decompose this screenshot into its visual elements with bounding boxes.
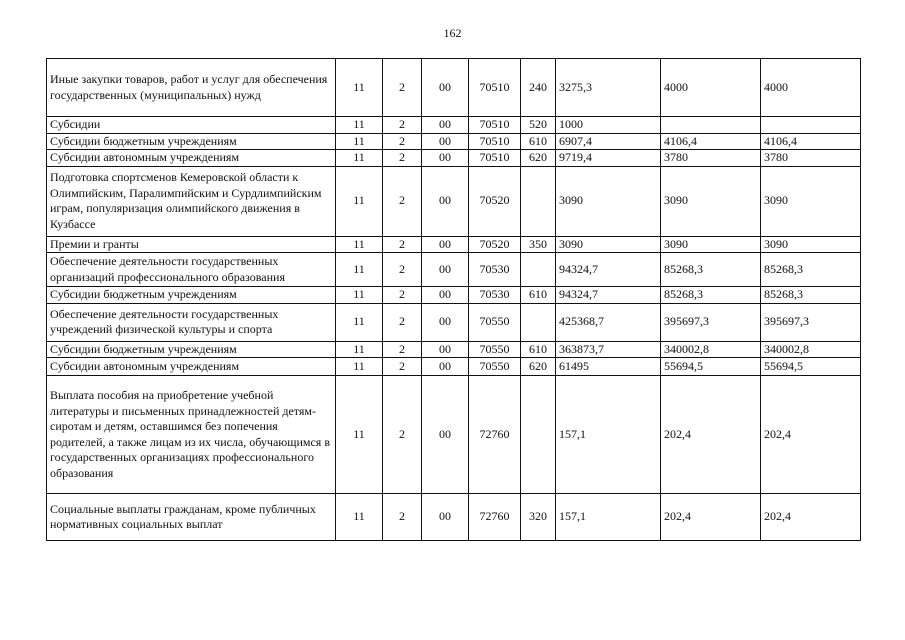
amount-year2-cell: 3090 xyxy=(661,166,761,236)
subsection-code-cell: 2 xyxy=(383,253,422,287)
program-code-cell: 00 xyxy=(422,341,469,358)
item-name-cell: Премии и гранты xyxy=(47,236,336,253)
amount-year1-cell: 3275,3 xyxy=(556,59,661,117)
amount-year2-cell: 340002,8 xyxy=(661,341,761,358)
expense-type-cell xyxy=(521,376,556,494)
table-row xyxy=(47,59,861,117)
amount-year1-cell: 1000 xyxy=(556,117,661,134)
section-code-cell: 11 xyxy=(336,341,383,358)
subsection-code-cell: 2 xyxy=(383,494,422,541)
amount-year2-cell: 85268,3 xyxy=(661,253,761,287)
article-code-cell: 70530 xyxy=(469,287,521,304)
amount-year1-cell: 9719,4 xyxy=(556,150,661,167)
article-code-cell: 72760 xyxy=(469,494,521,541)
table-row xyxy=(47,253,861,287)
article-code-cell: 70510 xyxy=(469,117,521,134)
section-code-cell: 11 xyxy=(336,150,383,167)
article-code-cell: 70530 xyxy=(469,253,521,287)
program-code-cell: 00 xyxy=(422,494,469,541)
table-row xyxy=(47,117,861,134)
section-code-cell: 11 xyxy=(336,376,383,494)
program-code-cell: 00 xyxy=(422,133,469,150)
program-code-cell: 00 xyxy=(422,358,469,376)
program-code-cell: 00 xyxy=(422,150,469,167)
subsection-code-cell: 2 xyxy=(383,166,422,236)
amount-year2-cell: 55694,5 xyxy=(661,358,761,376)
section-code-cell: 11 xyxy=(336,133,383,150)
table-row xyxy=(47,341,861,358)
expense-type-cell: 610 xyxy=(521,341,556,358)
subsection-code-cell: 2 xyxy=(383,133,422,150)
item-name-cell: Субсидии бюджетным учреждениям xyxy=(47,133,336,150)
item-name-cell: Иные закупки товаров, работ и услуг для обеспечения государственных (муниципальных) нужд xyxy=(47,59,336,117)
amount-year2-cell: 3780 xyxy=(661,150,761,167)
amount-year1-cell: 61495 xyxy=(556,358,661,376)
table-row xyxy=(47,287,861,304)
amount-year3-cell: 202,4 xyxy=(761,494,861,541)
program-code-cell: 00 xyxy=(422,166,469,236)
subsection-code-cell: 2 xyxy=(383,303,422,341)
amount-year1-cell: 94324,7 xyxy=(556,253,661,287)
expense-type-cell xyxy=(521,253,556,287)
item-name-cell: Обеспечение деятельности государственных учреждений физической культуры и спорта xyxy=(47,303,336,341)
table-row xyxy=(47,166,861,236)
expense-type-cell: 620 xyxy=(521,358,556,376)
item-name-cell: Субсидии бюджетным учреждениям xyxy=(47,287,336,304)
table-row xyxy=(47,358,861,376)
expense-type-cell xyxy=(521,303,556,341)
amount-year2-cell: 202,4 xyxy=(661,494,761,541)
amount-year3-cell xyxy=(761,117,861,134)
program-code-cell: 00 xyxy=(422,376,469,494)
amount-year3-cell: 85268,3 xyxy=(761,287,861,304)
table-row xyxy=(47,150,861,167)
subsection-code-cell: 2 xyxy=(383,150,422,167)
amount-year2-cell: 4000 xyxy=(661,59,761,117)
amount-year2-cell: 85268,3 xyxy=(661,287,761,304)
expense-type-cell: 610 xyxy=(521,287,556,304)
amount-year1-cell: 94324,7 xyxy=(556,287,661,304)
subsection-code-cell: 2 xyxy=(383,59,422,117)
table-row xyxy=(47,236,861,253)
expense-type-cell: 610 xyxy=(521,133,556,150)
amount-year2-cell: 3090 xyxy=(661,236,761,253)
article-code-cell: 70520 xyxy=(469,166,521,236)
program-code-cell: 00 xyxy=(422,303,469,341)
amount-year3-cell: 3780 xyxy=(761,150,861,167)
table-row xyxy=(47,303,861,341)
section-code-cell: 11 xyxy=(336,303,383,341)
section-code-cell: 11 xyxy=(336,494,383,541)
amount-year3-cell: 3090 xyxy=(761,166,861,236)
item-name-cell: Субсидии xyxy=(47,117,336,134)
article-code-cell: 70510 xyxy=(469,133,521,150)
program-code-cell: 00 xyxy=(422,59,469,117)
program-code-cell: 00 xyxy=(422,287,469,304)
amount-year3-cell: 4000 xyxy=(761,59,861,117)
item-name-cell: Субсидии автономным учреждениям xyxy=(47,150,336,167)
program-code-cell: 00 xyxy=(422,236,469,253)
page-number: 162 xyxy=(443,26,462,40)
subsection-code-cell: 2 xyxy=(383,358,422,376)
amount-year1-cell: 363873,7 xyxy=(556,341,661,358)
subsection-code-cell: 2 xyxy=(383,117,422,134)
section-code-cell: 11 xyxy=(336,236,383,253)
expense-type-cell: 320 xyxy=(521,494,556,541)
section-code-cell: 11 xyxy=(336,166,383,236)
amount-year3-cell: 3090 xyxy=(761,236,861,253)
item-name-cell: Выплата пособия на приобретение учебной литературы и письменных принадлежностей детям-сиротам и детям, оставшимся без попечения родителей, а также лицам из их числа, обучающимся в государственных организациях профессионального образования xyxy=(47,376,336,494)
item-name-cell: Субсидии бюджетным учреждениям xyxy=(47,341,336,358)
subsection-code-cell: 2 xyxy=(383,376,422,494)
expense-type-cell: 350 xyxy=(521,236,556,253)
table-row xyxy=(47,133,861,150)
amount-year3-cell: 4106,4 xyxy=(761,133,861,150)
section-code-cell: 11 xyxy=(336,59,383,117)
article-code-cell: 70550 xyxy=(469,358,521,376)
amount-year1-cell: 425368,7 xyxy=(556,303,661,341)
program-code-cell: 00 xyxy=(422,117,469,134)
amount-year1-cell: 3090 xyxy=(556,236,661,253)
article-code-cell: 70510 xyxy=(469,59,521,117)
subsection-code-cell: 2 xyxy=(383,341,422,358)
article-code-cell: 72760 xyxy=(469,376,521,494)
amount-year2-cell: 4106,4 xyxy=(661,133,761,150)
section-code-cell: 11 xyxy=(336,358,383,376)
section-code-cell: 11 xyxy=(336,253,383,287)
program-code-cell: 00 xyxy=(422,253,469,287)
amount-year2-cell xyxy=(661,117,761,134)
article-code-cell: 70550 xyxy=(469,303,521,341)
expense-type-cell: 240 xyxy=(521,59,556,117)
item-name-cell: Субсидии автономным учреждениям xyxy=(47,358,336,376)
amount-year2-cell: 202,4 xyxy=(661,376,761,494)
amount-year1-cell: 3090 xyxy=(556,166,661,236)
expense-type-cell: 620 xyxy=(521,150,556,167)
amount-year1-cell: 157,1 xyxy=(556,494,661,541)
budget-table xyxy=(46,58,861,541)
amount-year3-cell: 85268,3 xyxy=(761,253,861,287)
section-code-cell: 11 xyxy=(336,287,383,304)
article-code-cell: 70550 xyxy=(469,341,521,358)
section-code-cell: 11 xyxy=(336,117,383,134)
amount-year1-cell: 6907,4 xyxy=(556,133,661,150)
amount-year3-cell: 340002,8 xyxy=(761,341,861,358)
table-row xyxy=(47,376,861,494)
table-row xyxy=(47,494,861,541)
article-code-cell: 70520 xyxy=(469,236,521,253)
subsection-code-cell: 2 xyxy=(383,236,422,253)
amount-year3-cell: 202,4 xyxy=(761,376,861,494)
item-name-cell: Подготовка спортсменов Кемеровской области к Олимпийским, Паралимпийским и Сурдлимпийским играм, популяризация олимпийского движения в Кузбассе xyxy=(47,166,336,236)
amount-year2-cell: 395697,3 xyxy=(661,303,761,341)
amount-year1-cell: 157,1 xyxy=(556,376,661,494)
item-name-cell: Обеспечение деятельности государственных организаций профессионального образования xyxy=(47,253,336,287)
article-code-cell: 70510 xyxy=(469,150,521,167)
amount-year3-cell: 55694,5 xyxy=(761,358,861,376)
subsection-code-cell: 2 xyxy=(383,287,422,304)
amount-year3-cell: 395697,3 xyxy=(761,303,861,341)
expense-type-cell: 520 xyxy=(521,117,556,134)
item-name-cell: Социальные выплаты гражданам, кроме публичных нормативных социальных выплат xyxy=(47,494,336,541)
expense-type-cell xyxy=(521,166,556,236)
